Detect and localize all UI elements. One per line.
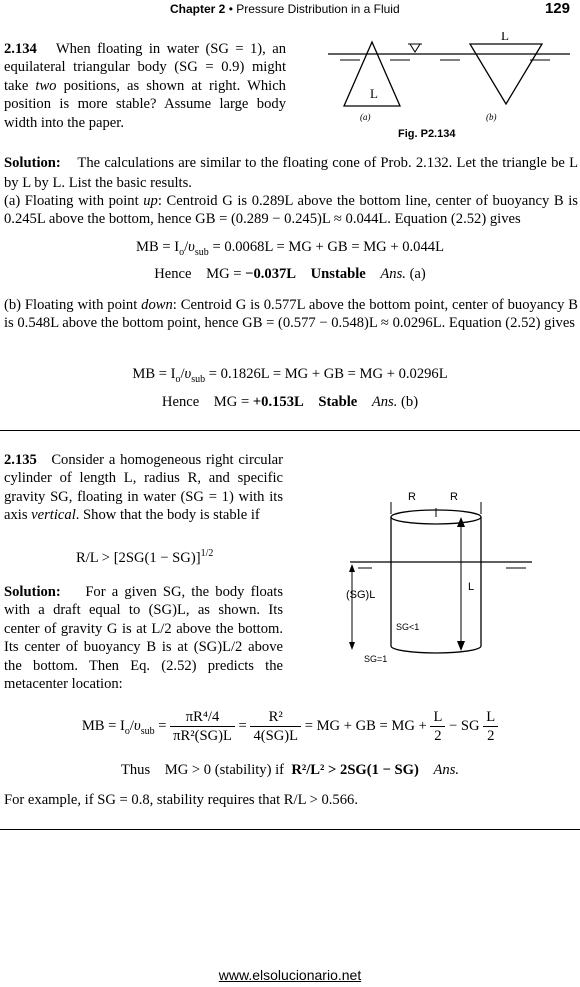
equation-b1: MB = $I_o/\upsilon_{sub} = 0.1826L$ = MG + GB = MG + 0.0296L	[132, 366, 448, 385]
fraction-3-den: 2	[434, 728, 442, 744]
thus-result: R²/L² > 2SG(1 − SG)	[291, 762, 419, 778]
fraction-4-den: 2	[487, 728, 495, 744]
section-divider	[0, 829, 580, 830]
running-title	[170, 2, 400, 16]
fraction-1-den: πR²(SG)L	[173, 728, 232, 744]
problem-number: 2.135	[4, 452, 37, 468]
thus-label: Thus	[120, 762, 151, 778]
stability-condition	[76, 548, 213, 567]
statement-text: Consider a homogeneous right circular cylinder of length L, radius R, and specific gravity SG, floating in water (SG = 1) with its axis	[4, 452, 283, 524]
problem-number: 2.134	[4, 41, 37, 57]
equation-b1-rhs: = 0.1826L = MG + GB = MG + 0.0296L	[208, 366, 448, 382]
thus-statement	[0, 762, 580, 779]
section-divider	[0, 430, 580, 431]
label-SGL: (SG)L	[346, 589, 376, 601]
metacenter-equation: MB = $I_o/\upsilon_{sub}$ = $\frac{\text{πR⁴/4}}{\text{πR²(SG)L}}$ = $\frac{\text{R²}}{4(SG)L}$ = MG + GB = MG + $\frac{L}{2}$ − SG $\frac{L}{2}$	[0, 708, 580, 745]
equation-a1-rhs: = 0.0068L = MG + GB = MG + 0.044L	[212, 239, 444, 255]
solution-2135-text	[4, 583, 283, 693]
fraction-1	[170, 708, 235, 745]
solution-label: Solution:	[4, 584, 61, 600]
ans-label: Ans.	[433, 762, 460, 778]
statement-text: When floating in water (SG = 1), an equilateral triangular body (SG = 0.9) might take	[4, 41, 286, 94]
emphasis: up	[143, 193, 158, 209]
example-text: For example, if SG = 0.8, stability requires that R/L > 0.566.	[4, 792, 358, 808]
condition-text: R/L > [2SG(1 − SG)]	[76, 549, 201, 566]
part-b-pre: (b) Floating with point	[4, 297, 142, 313]
mg-value-b: +0.153L	[252, 394, 304, 410]
problem-2134-statement	[4, 40, 286, 132]
label-a: (a)	[360, 112, 371, 122]
mg-label: MG =	[213, 394, 253, 410]
equation-a2	[0, 266, 580, 283]
mg-label: MG =	[206, 266, 246, 282]
part-a-post: : Centroid G is 0.289L above the bottom line, center of buoyancy B is 0.245L above the bottom, hence GB = (0.289 − 0.245)L ≈ 0.044L. Equation (2.52) gives	[4, 193, 578, 228]
triangle-b	[470, 44, 542, 104]
ans-tag: (a)	[409, 266, 426, 282]
emphasis: vertical	[31, 507, 76, 524]
chapter-title: Pressure Distribution in a Fluid	[236, 2, 400, 16]
condition-exponent: 1/2	[200, 548, 214, 559]
emphasis: down	[141, 297, 173, 313]
page-footer	[0, 967, 580, 983]
hence-label: Hence	[161, 394, 200, 410]
equation-mid: = MG + GB = MG +	[304, 717, 427, 734]
solution-text: The calculations are similar to the floating cone of Prob. 2.132. Let the triangle be L by L by L. List the basic results.	[4, 155, 578, 191]
label-b: (b)	[486, 112, 497, 122]
bullet-separator: •	[228, 2, 233, 16]
part-b-text	[4, 296, 578, 333]
label-L: L	[468, 581, 475, 593]
figure-p2134	[320, 32, 580, 142]
fraction-2	[250, 708, 301, 745]
page-number: 129	[544, 0, 570, 17]
verdict-b: Stable	[318, 394, 358, 410]
hence-label: Hence	[154, 266, 192, 282]
figure-cylinder	[338, 486, 580, 666]
part-b-post: : Centroid G is 0.577L above the bottom point, center of buoyancy B is 0.548L above the bottom point, hence GB = (0.577 − 0.548)L ≈ 0.0296L. Equation (2.52) gives	[4, 297, 578, 332]
solution-label: Solution:	[4, 155, 61, 171]
label-R2: R	[450, 491, 458, 503]
label-L-left: L	[370, 86, 378, 101]
figure-caption: Fig. P2.134	[398, 128, 456, 140]
solution-2134-intro	[4, 153, 578, 193]
emphasis: two	[35, 77, 57, 94]
fraction-3-num: L	[430, 708, 445, 727]
fraction-3	[430, 708, 445, 745]
thus-condition: MG > 0 (stability) if	[164, 762, 285, 778]
equation-a1: MB = $I_o/\upsilon_{sub} = 0.0068L$ = MG + GB = MG + 0.044L	[136, 239, 444, 258]
ans-label: Ans.	[371, 394, 398, 410]
minus-sg: − SG	[449, 717, 480, 734]
solution-text: For a given SG, the body floats with a draft equal to (SG)L, as shown. Its center of gravity G is at L/2 above the bottom. Its center of buoyancy B is at (SG)L/2 above the bottom. Then Eq. (2.52) predicts the metacenter location:	[4, 584, 284, 693]
label-SG-eq-1: SG=1	[364, 654, 388, 664]
ans-label: Ans.	[380, 266, 406, 282]
statement-text: . Show that the body is stable if	[75, 507, 260, 524]
page-header	[0, 0, 580, 20]
problem-2135-statement	[4, 451, 283, 525]
mg-value-a: −0.037L	[245, 266, 297, 282]
part-a-text	[4, 192, 578, 229]
chapter-label: Chapter 2	[170, 2, 226, 16]
equation-b2	[0, 394, 580, 411]
label-R1: R	[408, 491, 416, 503]
part-a-pre: (a) Floating with point	[4, 193, 144, 209]
fraction-2-num: R²	[250, 708, 301, 727]
statement-text: positions, as shown at right. Which position is more stable? Assume large body width into the paper.	[4, 77, 286, 131]
label-L-right: L	[501, 32, 509, 43]
fraction-4-num: L	[483, 708, 498, 727]
fraction-2-den: 4(SG)L	[253, 728, 299, 744]
label-SG-lt-1: SG<1	[396, 622, 420, 632]
ans-tag: (b)	[401, 394, 419, 410]
fraction-1-num: πR⁴/4	[170, 708, 235, 727]
verdict-a: Unstable	[310, 266, 366, 282]
footer-link[interactable]: www.elsolucionario.net	[218, 967, 362, 983]
fraction-4	[483, 708, 498, 745]
